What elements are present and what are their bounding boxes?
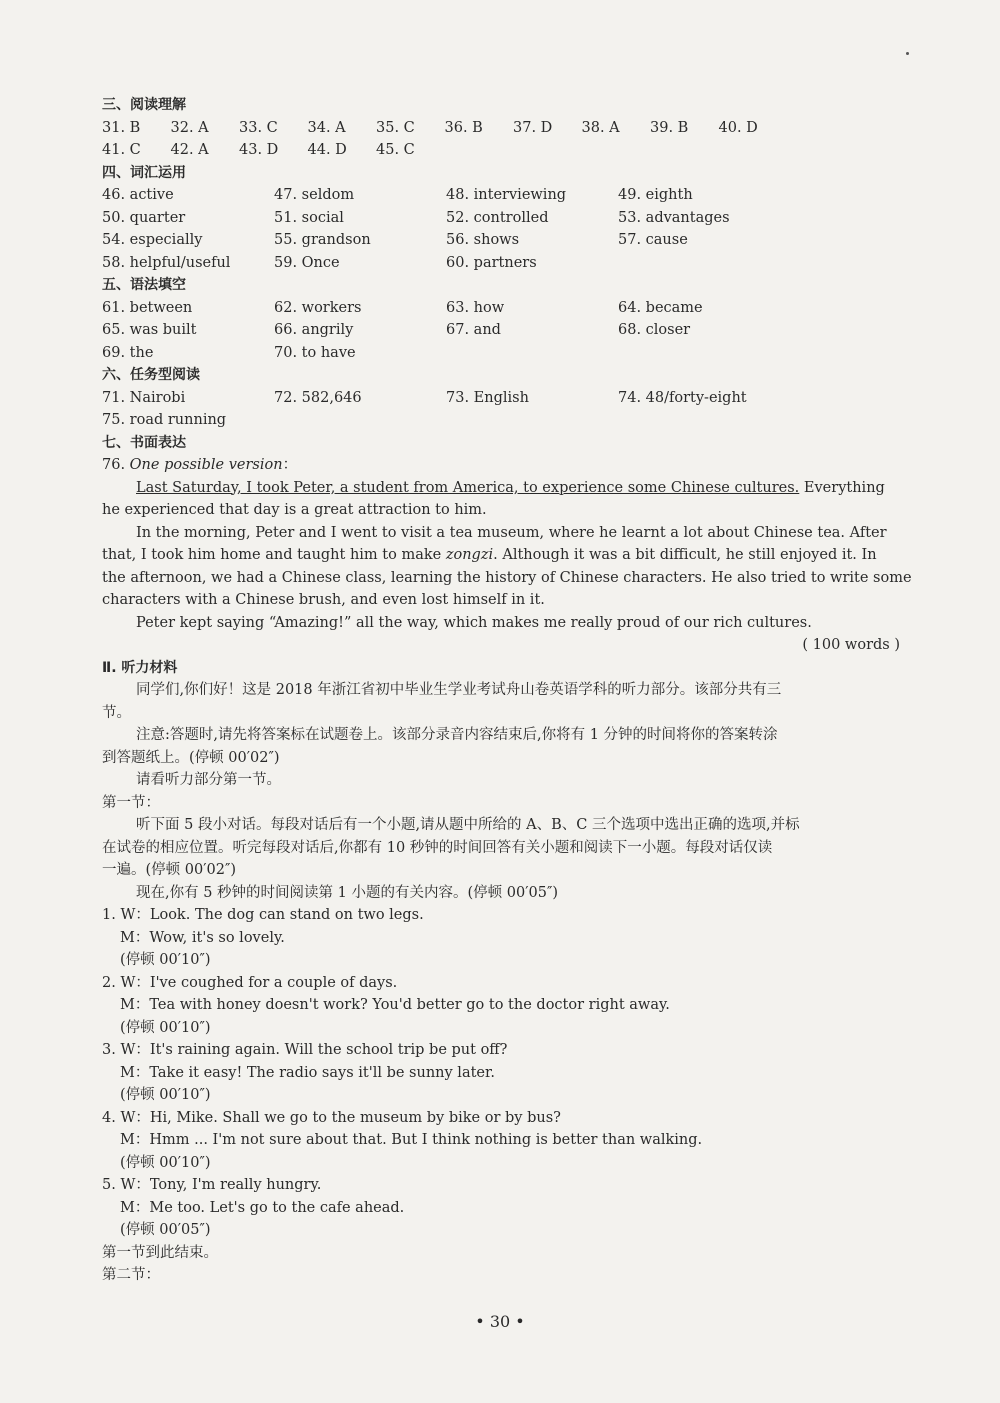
answer-row: [102, 387, 902, 410]
dialogue-line: 3. W：It's raining again. Will the school trip be put off?: [102, 1042, 508, 1058]
dialogue-line: M：Hmm ... I'm not sure about that. But I think nothing is better than walking.: [120, 1132, 703, 1148]
listening-text: 注意:答题时,请先将答案标在试题卷上。该部分录音内容结束后,你将有 1 分钟的时间将你的答案转涂: [136, 727, 778, 743]
answer-item: 67. and: [446, 322, 501, 338]
answer-item: 33. C: [239, 119, 278, 136]
answer-item: 32. A: [170, 119, 209, 136]
answer-item: [446, 342, 618, 365]
dialogue-line: 5. W：Tony, I'm really hungry.: [102, 1177, 322, 1193]
essay-line: Peter kept saying “Amazing!” all the way, which makes me really proud of our rich cultures.: [136, 614, 812, 631]
listening-text: 听下面 5 段小对话。每段对话后有一个小题,请从题中所给的 A、B、C 三个选项中选出正确的选项,并标: [136, 817, 800, 833]
answer-item: [618, 252, 790, 275]
listening-text: 一遍。(停顿 00′02″): [102, 862, 237, 878]
dialogue-line: M：Wow, it's so lovely.: [120, 929, 285, 946]
section-heading-grammar: 五、语法填空: [102, 277, 186, 293]
listening-text: 同学们,你们好！这是 2018 年浙江省初中毕业生学业考试舟山卷英语学科的听力部分。该部分共有三: [136, 682, 782, 698]
answer-item: 44. D: [307, 142, 347, 158]
answer-item: 39. B: [650, 119, 689, 136]
page-number: • 30 •: [475, 1312, 525, 1331]
answer-item: 57. cause: [618, 232, 688, 248]
answer-item: 35. C: [376, 119, 415, 136]
answer-item: 53. advantages: [618, 209, 730, 226]
answer-row: [102, 229, 902, 252]
answer-item: 72. 582,646: [274, 389, 362, 406]
answer-item: 45. C: [376, 142, 415, 158]
answer-item: 54. especially: [102, 232, 203, 248]
answer-item: 46. active: [102, 187, 174, 203]
answer-row: [102, 297, 902, 320]
essay-line: that, I took him home and taught him to make zongzi. Although it was a bit difficult, he still enjoyed it. In: [102, 547, 877, 563]
essay-line: he experienced that day is a great attraction to him.: [102, 502, 487, 518]
pause-note: (停顿 00′05″): [120, 1222, 211, 1238]
answer-item: 64. became: [618, 299, 703, 316]
dialogue-line: M：Tea with honey doesn't work? You'd better go to the doctor right away.: [120, 997, 670, 1013]
answer-item: 70. to have: [274, 344, 356, 361]
dialogue-line: 4. W：Hi, Mike. Shall we go to the museum by bike or by bus?: [102, 1109, 561, 1126]
essay-line: In the morning, Peter and I went to visit a tea museum, where he learnt a lot about Chinese tea. After: [136, 524, 887, 541]
answer-item: 43. D: [239, 142, 279, 158]
answer-item: 69. the: [102, 344, 154, 361]
listening-text: 到答题纸上。(停顿 00′02″): [102, 749, 280, 766]
answer-item: 60. partners: [446, 254, 537, 271]
scan-speck: [906, 52, 909, 55]
answer-row: [102, 319, 902, 342]
page-content: [102, 94, 912, 1287]
answer-item: 48. interviewing: [446, 187, 567, 203]
section-heading-task-reading: 六、任务型阅读: [102, 367, 200, 383]
answer-row: [102, 184, 902, 207]
section-heading-vocabulary: 四、词汇运用: [102, 164, 186, 181]
essay-line: characters with a Chinese brush, and even lost himself in it.: [102, 592, 545, 608]
writing-version-label: 76. One possible version：: [102, 457, 298, 473]
answer-item: 65. was built: [102, 322, 197, 338]
answer-item: 63. how: [446, 299, 505, 316]
answer-item: 59. Once: [274, 254, 340, 271]
answer-item: [446, 409, 618, 432]
section-heading-writing: 七、书面表达: [102, 434, 186, 451]
essay-underlined-sentence: Last Saturday, I took Peter, a student from America, to experience some Chinese cultures.: [136, 479, 800, 496]
dialogue-line: M：Take it easy! The radio says it'll be sunny later.: [120, 1064, 495, 1081]
answer-item: 73. English: [446, 389, 529, 406]
answer-item: 61. between: [102, 299, 193, 316]
answer-item: 34. A: [307, 119, 346, 136]
answer-item: 51. social: [274, 209, 344, 226]
answer-item: [618, 409, 790, 432]
answer-row: [102, 252, 902, 275]
listening-text: 在试卷的相应位置。听完每段对话后,你都有 10 秒钟的时间回答有关小题和阅读下一小题。每段对话仅读: [102, 839, 773, 856]
dialogue-line: 2. W：I've coughed for a couple of days.: [102, 974, 398, 991]
pause-note: (停顿 00′10″): [120, 1019, 211, 1036]
word-count: ( 100 words ): [802, 637, 900, 653]
answer-item: 38. A: [581, 119, 620, 136]
answer-item: 37. D: [513, 119, 553, 136]
answer-item: 41. C: [102, 142, 141, 158]
answer-item: 68. closer: [618, 322, 691, 338]
answer-item: [618, 342, 790, 365]
answer-item: 47. seldom: [274, 187, 355, 203]
answer-item: 75. road running: [102, 412, 227, 428]
section-heading-reading: 三、阅读理解: [102, 97, 186, 113]
answer-item: 49. eighth: [618, 187, 693, 203]
answer-item: 40. D: [718, 119, 758, 136]
answer-item: 36. B: [444, 119, 483, 136]
answer-item: 42. A: [170, 142, 209, 158]
answer-item: 52. controlled: [446, 209, 549, 226]
listening-text: 第一节到此结束。: [102, 1244, 218, 1261]
answer-row: [102, 409, 902, 432]
answer-item: 50. quarter: [102, 209, 186, 226]
essay-line: Last Saturday, I took Peter, a student from America, to experience some Chinese cultures. Everything: [136, 479, 885, 496]
pause-note: (停顿 00′10″): [120, 1154, 211, 1171]
answer-item: 58. helpful/useful: [102, 254, 231, 271]
answer-item: 62. workers: [274, 299, 362, 316]
dialogue-line: M：Me too. Let's go to the cafe ahead.: [120, 1199, 405, 1216]
answer-item: 66. angrily: [274, 322, 354, 338]
answer-item: 56. shows: [446, 232, 520, 248]
listening-text: 节。: [102, 704, 131, 721]
answer-item: 74. 48/forty-eight: [618, 389, 747, 406]
section-heading-listening: Ⅱ. 听力材料: [102, 659, 178, 676]
listening-text: 现在,你有 5 秒钟的时间阅读第 1 小题的有关内容。(停顿 00′05″): [136, 884, 559, 901]
answer-row: [102, 207, 902, 230]
answer-item: [274, 409, 446, 432]
pause-note: (停顿 00′10″): [120, 1087, 211, 1103]
pause-note: (停顿 00′10″): [120, 952, 211, 968]
listening-part-label: 第一节：: [102, 794, 160, 811]
answer-row: [102, 117, 902, 140]
listening-part-label: 第二节：: [102, 1267, 160, 1283]
answer-item: 31. B: [102, 119, 141, 136]
answer-item: 71. Nairobi: [102, 389, 186, 406]
answer-row: [102, 342, 902, 365]
essay-line: the afternoon, we had a Chinese class, learning the history of Chinese characters. He also tried to write some: [102, 569, 912, 586]
dialogue-line: 1. W：Look. The dog can stand on two legs.: [102, 907, 424, 923]
answer-row: [102, 139, 902, 162]
listening-text: 请看听力部分第一节。: [136, 772, 281, 788]
answer-item: 55. grandson: [274, 232, 371, 248]
